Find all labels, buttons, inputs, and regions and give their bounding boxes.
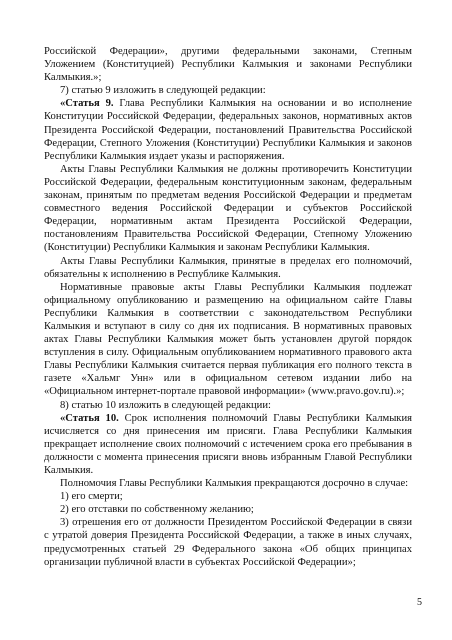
paragraph-text: Глава Республики Калмыкия на основании и во исполнение Конституции Российской Федерации, федеральных законов, нормативных актов Президента Российской Федерации, постановлений Правительства Российской Федерации, Степного Уложения (Конституции) Республики Калмыкия и законов Республики Калмыкия издает указы и распоряжения.: [44, 98, 413, 162]
paragraph-text: 3) отрешения его от должности Президентом Российской Федерации в связи с утратой доверия Президента Российской Федерации, а также в иных случаях, предусмотренных статьей 29 Федерального закона «Об общих принципах организации публичной власти в субъектах Российской Федерации»;: [44, 517, 412, 568]
paragraph-text: Нормативные правовые акты Главы Республики Калмыкия подлежат официальному опубликованию и размещению на официальном сайте Главы Республики Калмыкия в соответствии с законодательством Республики Калмыкия и вступают в силу со дня их подписания. В нормативных правовых актах Главы Республики Калмыкия может быть установлен другой порядок вступления в силу. Официальным опубликованием нормативного правового акта Главы Республики Калмыкия считается первая публикация его полного текста в газете «Хальмг Унн» или в официальном сетевом издании либо на «Официальном интернет-портале правовой информации» (www.pravo.gov.ru).»;: [44, 281, 412, 398]
paragraph-text: Акты Главы Республики Калмыкия не должны противоречить Конституции Российской Федерации, федеральным конституционным законам, федеральным законам, принятым по предметам ведения Российской Федерации и предметам совместного ведения Российской Федерации и субъектов Российской Федерации, нормативным актам Президента Российской Федерации, постановлениям Правительства Российской Федерации, Степному Уложению (Конституции) Республики Калмыкия и законам Республики Калмыкия.: [44, 163, 412, 254]
paragraph: [44, 281, 412, 399]
paragraph-text: Российской Федерации», другими федеральными законами, Степным Уложением (Конституцией) Республики Калмыкия и законами Республики Калмыкия.»;: [44, 46, 412, 84]
article-heading: «Статья 10.: [60, 412, 119, 424]
paragraph: [44, 45, 412, 84]
page-number: 5: [417, 597, 422, 608]
paragraph: [44, 399, 412, 412]
paragraph: [44, 516, 412, 568]
paragraph: [44, 503, 412, 516]
paragraph: [44, 163, 412, 255]
paragraph-text: Срок исполнения полномочий Главы Республики Калмыкия исчисляется со дня принесения им присяги. Глава Республики Калмыкия прекращает исполнение своих полномочий с истечением срока его пребывания в должности с момента принесения присяги вновь избранным Главой Республики Калмыкия.: [44, 412, 412, 476]
paragraph-text: 1) его смерти;: [60, 491, 123, 503]
paragraph-text: 2) его отставки по собственному желанию;: [60, 504, 254, 516]
paragraph-text: Акты Главы Республики Калмыкия, принятые в пределах его полномочий, обязательны к исполнению в Республике Калмыкия.: [44, 255, 412, 280]
paragraph: [44, 97, 412, 162]
paragraph: [44, 255, 412, 281]
article-heading: «Статья 9.: [60, 98, 114, 110]
paragraph: [44, 84, 412, 97]
paragraph: [44, 477, 412, 490]
document-body: [44, 45, 412, 569]
paragraph-text: 8) статью 10 изложить в следующей редакции:: [60, 399, 271, 411]
paragraph-text: Полномочия Главы Республики Калмыкия прекращаются досрочно в случае:: [60, 478, 409, 490]
paragraph-text: 7) статью 9 изложить в следующей редакции:: [60, 85, 266, 97]
paragraph: [44, 412, 412, 477]
paragraph: [44, 490, 412, 503]
